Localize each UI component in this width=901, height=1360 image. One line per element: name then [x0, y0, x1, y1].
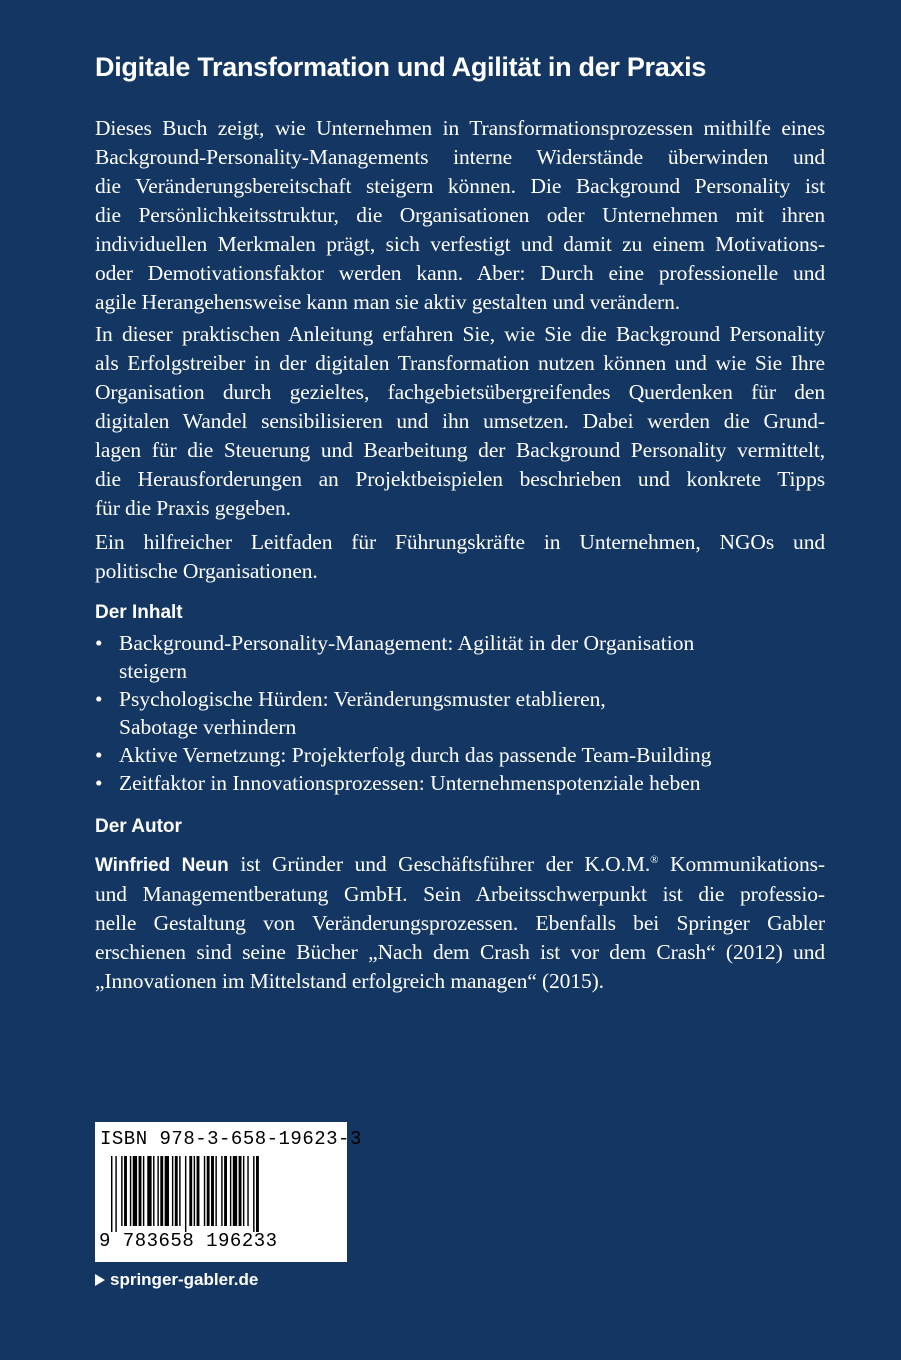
description-paragraph-2 — [95, 320, 825, 523]
list-item-line: Psychologische Hürden: Veränderungsmuster etablieren, — [119, 687, 606, 711]
text-line: Ein hilfreicher Leitfaden für Führungskräfte in Unternehmen, NGOs und — [95, 530, 825, 554]
author-text: ist Gründer und Geschäftsführer der K.O.M. — [228, 852, 651, 877]
list-item-line: Zeitfaktor in Innovationsprozessen: Unternehmenspotenziale heben — [119, 771, 701, 795]
barcode-bar — [247, 1156, 248, 1226]
list-item — [95, 629, 825, 685]
arrow-right-icon — [95, 1274, 105, 1286]
list-item-line: Background-Personality-Management: Agilität in der Organisation — [119, 631, 695, 655]
barcode-bar — [221, 1156, 222, 1226]
text-line: individuellen Merkmalen prägt, sich verfestigt und damit zu einem Motivations- — [95, 232, 825, 256]
barcode-bar — [175, 1156, 178, 1226]
barcode-bar — [224, 1156, 227, 1226]
registered-mark: ® — [650, 854, 659, 866]
barcode-bar — [179, 1156, 180, 1226]
barcode-bar — [124, 1156, 127, 1226]
list-item — [95, 685, 825, 741]
barcode-bar — [111, 1156, 112, 1232]
barcode-bar — [230, 1156, 231, 1226]
bullet-icon: • — [95, 687, 103, 711]
barcode-bar — [139, 1156, 142, 1226]
text-line: In dieser praktischen Anleitung erfahren Sie, wie Sie die Background Personality — [95, 322, 825, 346]
isbn-barcode — [95, 1122, 362, 1262]
barcode-bar — [153, 1156, 154, 1226]
text-line: Background-Personality-Managements interne Widerstände überwinden und — [95, 145, 825, 169]
text-line: die Herausforderungen an Projektbeispielen beschrieben und konkrete Tipps — [95, 467, 825, 491]
author-heading: Der Autor — [95, 816, 182, 837]
barcode-bar — [215, 1156, 216, 1226]
barcode-bar — [160, 1156, 163, 1226]
barcode-bar — [115, 1156, 116, 1232]
barcode-bar — [253, 1156, 254, 1232]
text-line: agile Herangehensweise kann man sie aktiv gestalten und verändern. — [95, 290, 681, 314]
description-paragraph-1 — [95, 114, 825, 317]
bullet-icon: • — [95, 631, 103, 655]
list-item — [95, 769, 825, 797]
contents-list — [95, 629, 825, 797]
barcode-bar — [194, 1156, 195, 1226]
text-line: oder Demotivationsfaktor werden kann. Aber: Durch eine professionelle und — [95, 261, 825, 285]
barcode-bar — [243, 1156, 244, 1226]
text-line: die Persönlichkeitsstruktur, die Organisationen oder Unternehmen mit ihren — [95, 203, 825, 227]
author-paragraph — [95, 846, 825, 996]
barcode-bar — [207, 1156, 210, 1226]
text-line: digitalen Wandel sensibilisieren und ihn umsetzen. Dabei werden die Grund- — [95, 409, 825, 433]
text-line: lagen für die Steuerung und Bearbeitung der Background Personality vermittelt, — [95, 438, 825, 462]
publisher-website[interactable] — [95, 1270, 258, 1290]
barcode-bar — [204, 1156, 205, 1226]
barcode-bar — [133, 1156, 137, 1226]
book-title: Digitale Transformation und Agilität in der Praxis — [95, 52, 707, 82]
barcode-bar — [130, 1156, 131, 1226]
bullet-icon: • — [95, 771, 103, 795]
barcode-bar — [239, 1156, 242, 1226]
isbn-label: ISBN 978-3-658-19623-3 — [100, 1128, 362, 1150]
text-line: für die Praxis gegeben. — [95, 496, 291, 520]
barcode-bar — [189, 1156, 192, 1226]
text-line: nelle Gestaltung von Veränderungsprozessen. Ebenfalls bei Springer Gabler — [95, 911, 825, 936]
barcode-bar — [256, 1156, 259, 1232]
barcode-bar — [172, 1156, 173, 1226]
text-line: politische Organisationen. — [95, 559, 318, 583]
barcode-bar — [143, 1156, 144, 1226]
text-line: erschienen sind seine Bücher „Nach dem Crash ist vor dem Crash“ (2012) und — [95, 940, 825, 965]
list-item-line: steigern — [119, 659, 188, 683]
list-item-line: Aktive Vernetzung: Projekterfolg durch das passende Team-Building — [119, 743, 712, 767]
text-line: als Erfolgstreiber in der digitalen Transformation nutzen können und wie Sie Ihre — [95, 351, 825, 375]
list-item — [95, 741, 825, 769]
text-line: Organisation durch gezieltes, fachgebietsübergreifendes Querdenken für den — [95, 380, 825, 404]
barcode-bar — [185, 1156, 186, 1232]
author-name: Winfried Neun — [95, 855, 229, 877]
barcode-bar — [211, 1156, 214, 1226]
author-text: Kommunikations- — [658, 852, 825, 877]
barcode-bar — [121, 1156, 122, 1226]
barcode-bar — [165, 1156, 169, 1226]
text-line: „Innovationen im Mittelstand erfolgreich managen“ (2015). — [95, 969, 604, 994]
text-line: die Veränderungsbereitschaft steigern können. Die Background Personality ist — [95, 174, 825, 198]
contents-heading: Der Inhalt — [95, 602, 183, 623]
text-line: Dieses Buch zeigt, wie Unternehmen in Transformationsprozessen mithilfe eines — [95, 116, 825, 140]
barcode-bar — [157, 1156, 158, 1226]
barcode-bar — [147, 1156, 151, 1226]
description-paragraph-3 — [95, 528, 825, 586]
barcode-bars — [101, 1156, 341, 1232]
text-line: und Managementberatung GmbH. Sein Arbeitsschwerpunkt ist die professio- — [95, 882, 825, 907]
website-label: springer-gabler.de — [110, 1270, 259, 1289]
list-item-line: Sabotage verhindern — [119, 715, 297, 739]
text-line — [95, 846, 825, 880]
barcode-digits: 9 783658 196233 — [99, 1230, 278, 1252]
barcode-bar — [233, 1156, 237, 1226]
bullet-icon: • — [95, 743, 103, 767]
barcode-bar — [197, 1156, 200, 1226]
